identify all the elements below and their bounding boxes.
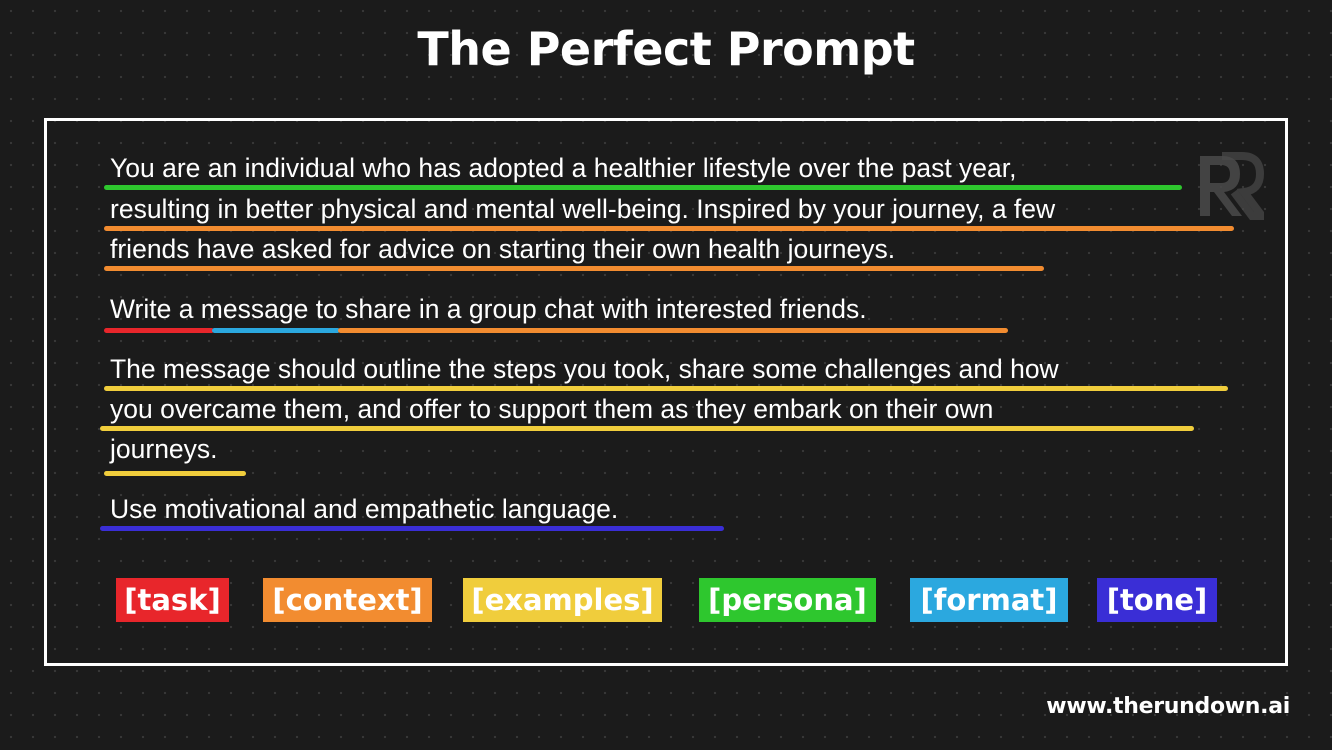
prompt-line-persona: You are an individual who has adopted a healthier lifestyle over the past year, bbox=[110, 153, 1017, 183]
legend-tag-context: [context] bbox=[263, 578, 432, 622]
task-underline bbox=[104, 328, 214, 333]
legend-tag-format: [format] bbox=[910, 578, 1068, 622]
persona-underline bbox=[104, 185, 1182, 190]
page-title: The Perfect Prompt bbox=[417, 22, 915, 76]
examples-underline-1 bbox=[104, 386, 1228, 391]
legend-tag-examples: [examples] bbox=[463, 578, 662, 622]
tone-underline bbox=[100, 526, 724, 531]
prompt-line-examples-3: journeys. bbox=[110, 434, 218, 464]
rundown-logo-icon bbox=[1196, 150, 1264, 220]
prompt-line-examples-1: The message should outline the steps you took, share some challenges and how bbox=[110, 354, 1059, 384]
legend-tag-tone: [tone] bbox=[1097, 578, 1217, 622]
legend-tag-task: [task] bbox=[116, 578, 229, 622]
legend-tag-persona: [persona] bbox=[699, 578, 876, 622]
context-underline-3 bbox=[338, 328, 1008, 333]
prompt-line-task: Write a message to share in a group chat with interested friends. bbox=[110, 294, 867, 324]
prompt-line-tone: Use motivational and empathetic language. bbox=[110, 494, 619, 524]
examples-underline-2 bbox=[100, 426, 1194, 431]
format-underline bbox=[212, 328, 340, 333]
context-underline-1 bbox=[104, 226, 1234, 231]
context-underline-2 bbox=[104, 266, 1044, 271]
prompt-line-context-1: resulting in better physical and mental well-being. Inspired by your journey, a few bbox=[110, 194, 1056, 224]
prompt-line-examples-2: you overcame them, and offer to support them as they embark on their own bbox=[110, 394, 994, 424]
prompt-line-context-2: friends have asked for advice on starting their own health journeys. bbox=[110, 234, 896, 264]
footer-url[interactable]: www.therundown.ai bbox=[1046, 694, 1290, 719]
examples-underline-3 bbox=[104, 471, 246, 476]
